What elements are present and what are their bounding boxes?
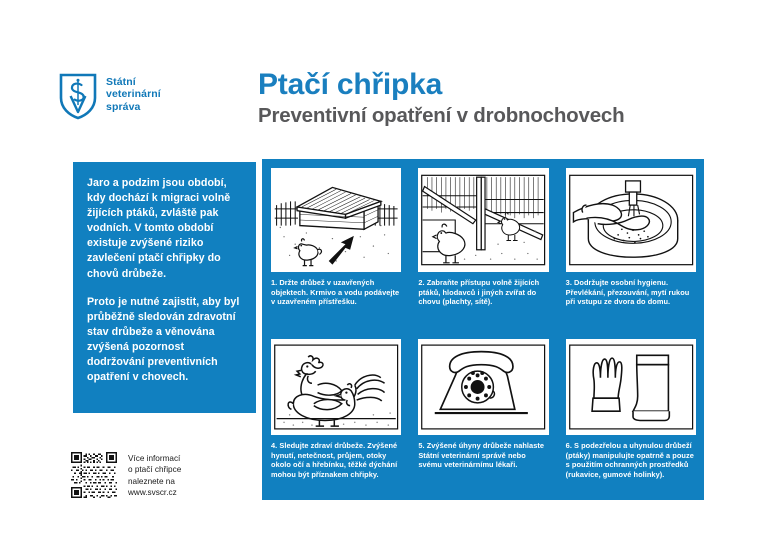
fence-netting-icon bbox=[418, 168, 548, 272]
measure-cell-2 bbox=[409, 159, 556, 330]
qr-code-icon[interactable] bbox=[71, 452, 117, 498]
telephone-icon bbox=[418, 339, 548, 435]
handwashing-icon bbox=[566, 168, 696, 272]
title-block bbox=[258, 68, 624, 128]
page-title: Ptačí chřipka bbox=[258, 68, 443, 101]
glove-boot-icon bbox=[566, 339, 696, 435]
footer-line-2: o ptačí chřipce bbox=[128, 465, 182, 475]
organisation-logo bbox=[58, 72, 161, 120]
measure-cell-3 bbox=[557, 159, 704, 330]
intro-paragraph-2: Proto je nutné zajistit, aby byl průběžně sledován zdravotní stav drůbeže a věnována zvýšená pozornost dodržování preventivních opatření v chovech. bbox=[87, 295, 240, 384]
footer-contact bbox=[71, 452, 181, 499]
footer-line-3: naleznete na bbox=[128, 476, 175, 486]
intro-paragraph-1: Jaro a podzim jsou období, kdy dochází k migraci volně žijících ptáků, zvláště pak vodních. V tomto období existuje zvýšené riziko zavlečení ptačí chřipky do chovů drůbeže. bbox=[87, 177, 231, 280]
rooster-hen-icon bbox=[271, 339, 401, 435]
footer-text bbox=[128, 452, 181, 499]
measure-cell-6 bbox=[557, 330, 704, 500]
shield-logo-icon bbox=[58, 72, 98, 120]
measure-caption-4: 4. Sledujte zdraví drůbeže. Zvýšené hynutí, netečnost, průjem, otoky okolo očí a hřebínku, těžké dýchání mohou být příznakem chřipky. bbox=[271, 441, 398, 479]
intro-panel bbox=[73, 162, 256, 413]
measure-caption-5: 5. Zvýšené úhyny drůbeže nahlaste Státní veterinární správě nebo svému veterinárnímu lékaři. bbox=[418, 441, 545, 470]
footer-line-1: Více informací bbox=[128, 454, 181, 463]
footer-website-link[interactable]: www.svscr.cz bbox=[128, 488, 177, 498]
measure-cell-5 bbox=[409, 330, 556, 500]
measures-grid bbox=[262, 159, 704, 500]
organisation-name bbox=[106, 72, 161, 113]
measure-caption-6: 6. S podezřelou a uhynulou drůbeží (ptáky) manipulujte opatrně a pouze s použitím ochranných prostředků (rukavice, gumové holinky). bbox=[565, 441, 694, 479]
logo-line-3: správa bbox=[106, 100, 141, 113]
page-subtitle: Preventivní opatření v drobnochovech bbox=[258, 104, 625, 127]
logo-line-1: Státní bbox=[106, 76, 136, 88]
measure-cell-1 bbox=[262, 159, 409, 330]
header bbox=[58, 68, 718, 138]
measure-cell-4 bbox=[262, 330, 409, 500]
measure-caption-3: 3. Dodržujte osobní hygienu. Převlékání, přezouvání, mytí rukou při vstupu ze dvora do domu. bbox=[565, 278, 690, 307]
measure-caption-1: 1. Držte drůbež v uzavřených objektech. Krmivo a vodu podávejte v uzavřeném přístřešku. bbox=[271, 278, 400, 307]
logo-line-2: veterinární bbox=[106, 88, 161, 101]
measure-caption-2: 2. Zabraňte přístupu volně žijících ptáků, hlodavců i jiných zvířat do chovu (plachty, sítě). bbox=[418, 278, 540, 307]
poultry-house-icon bbox=[271, 168, 401, 272]
